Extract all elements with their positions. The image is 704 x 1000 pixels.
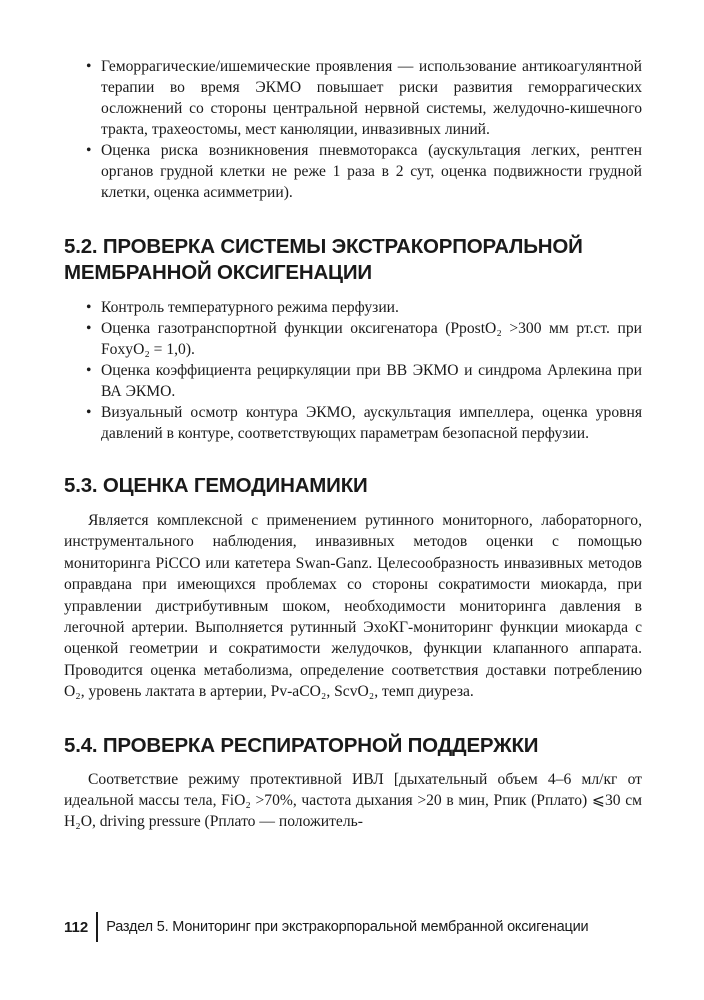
list-item: • Контроль температурного режима перфузии. bbox=[64, 297, 642, 318]
running-title: Раздел 5. Мониторинг при экстракорпоральной мембранной оксигенации bbox=[106, 919, 589, 935]
list-item: • Оценка риска возникновения пневмоторакса (аускультация легких, рентген органов грудной клетки не реже 1 раза в 2 сут, оценка подвижности грудной клетки, оценка асимметрии). bbox=[64, 140, 642, 203]
section-5-2-list bbox=[64, 297, 642, 444]
page-body bbox=[64, 56, 642, 833]
intro-list bbox=[64, 56, 642, 203]
section-5-2-heading: 5.2. ПРОВЕРКА СИСТЕМЫ ЭКСТРАКОРПОРАЛЬНОЙ МЕМБРАННОЙ ОКСИГЕНАЦИИ bbox=[64, 235, 583, 284]
page-number: 112 bbox=[64, 918, 89, 936]
page-footer bbox=[64, 912, 588, 942]
section-5-4-heading: 5.4. ПРОВЕРКА РЕСПИРАТОРНОЙ ПОДДЕРЖКИ bbox=[64, 733, 539, 757]
list-item: • Геморрагические/ишемические проявления — использование антикоагулянтной терапии во время ЭКМО повышает риски развития геморрагических осложнений со стороны центральной нервной системы, желудочно-кишечного тракта, трахеостомы, мест канюляции, инвазивных линий. bbox=[64, 56, 642, 140]
section-5-3-heading: 5.3. ОЦЕНКА ГЕМОДИНАМИКИ bbox=[64, 474, 368, 497]
list-item: • Визуальный осмотр контура ЭКМО, аускультация импеллера, оценка уровня давлений в контуре, соответствующих параметрам безопасной перфузии. bbox=[64, 402, 642, 444]
section-5-3-paragraph: Является комплексной с применением рутинного мониторного, лабораторного, инструментального наблюдения, инвазивных методов оценки с помощью мониторинга PiCCO или катетера Swan-Ganz. Целесообразность инвазивных методов оправдана при имеющихся проблемах со стороны сократимости миокарда, при управлении дистрибутивным шоком, необходимости мониторинга давления в легочной артерии. Выполняется рутинный ЭхоКГ-мониторинг функции миокарда с оценкой геометрии и сократимости желудочков, функции клапанного аппарата. Проводится оценка метаболизма, определение соответствия доставки потреблению O₂, уровень лактата в артерии, Pv-aCO₂, ScvO₂, темп диуреза. bbox=[64, 512, 642, 701]
list-item: • Оценка коэффициента рециркуляции при ВВ ЭКМО и синдрома Арлекина при ВА ЭКМО. bbox=[64, 360, 642, 402]
section-5-4-paragraph: Соответствие режиму протективной ИВЛ [дыхательный объем 4–6 мл/кг от идеальной массы тела, FiO₂ >70%, частота дыхания >20 в мин, Pпик (Pплато) ⩽30 см H₂O, driving pressure (Pплато — положитель- bbox=[64, 770, 642, 831]
list-item: • Оценка газотранспортной функции оксигенатора (PpostO₂ >300 мм рт.ст. при FoxyO₂ = 1,0). bbox=[64, 318, 642, 360]
footer-divider bbox=[96, 912, 98, 942]
